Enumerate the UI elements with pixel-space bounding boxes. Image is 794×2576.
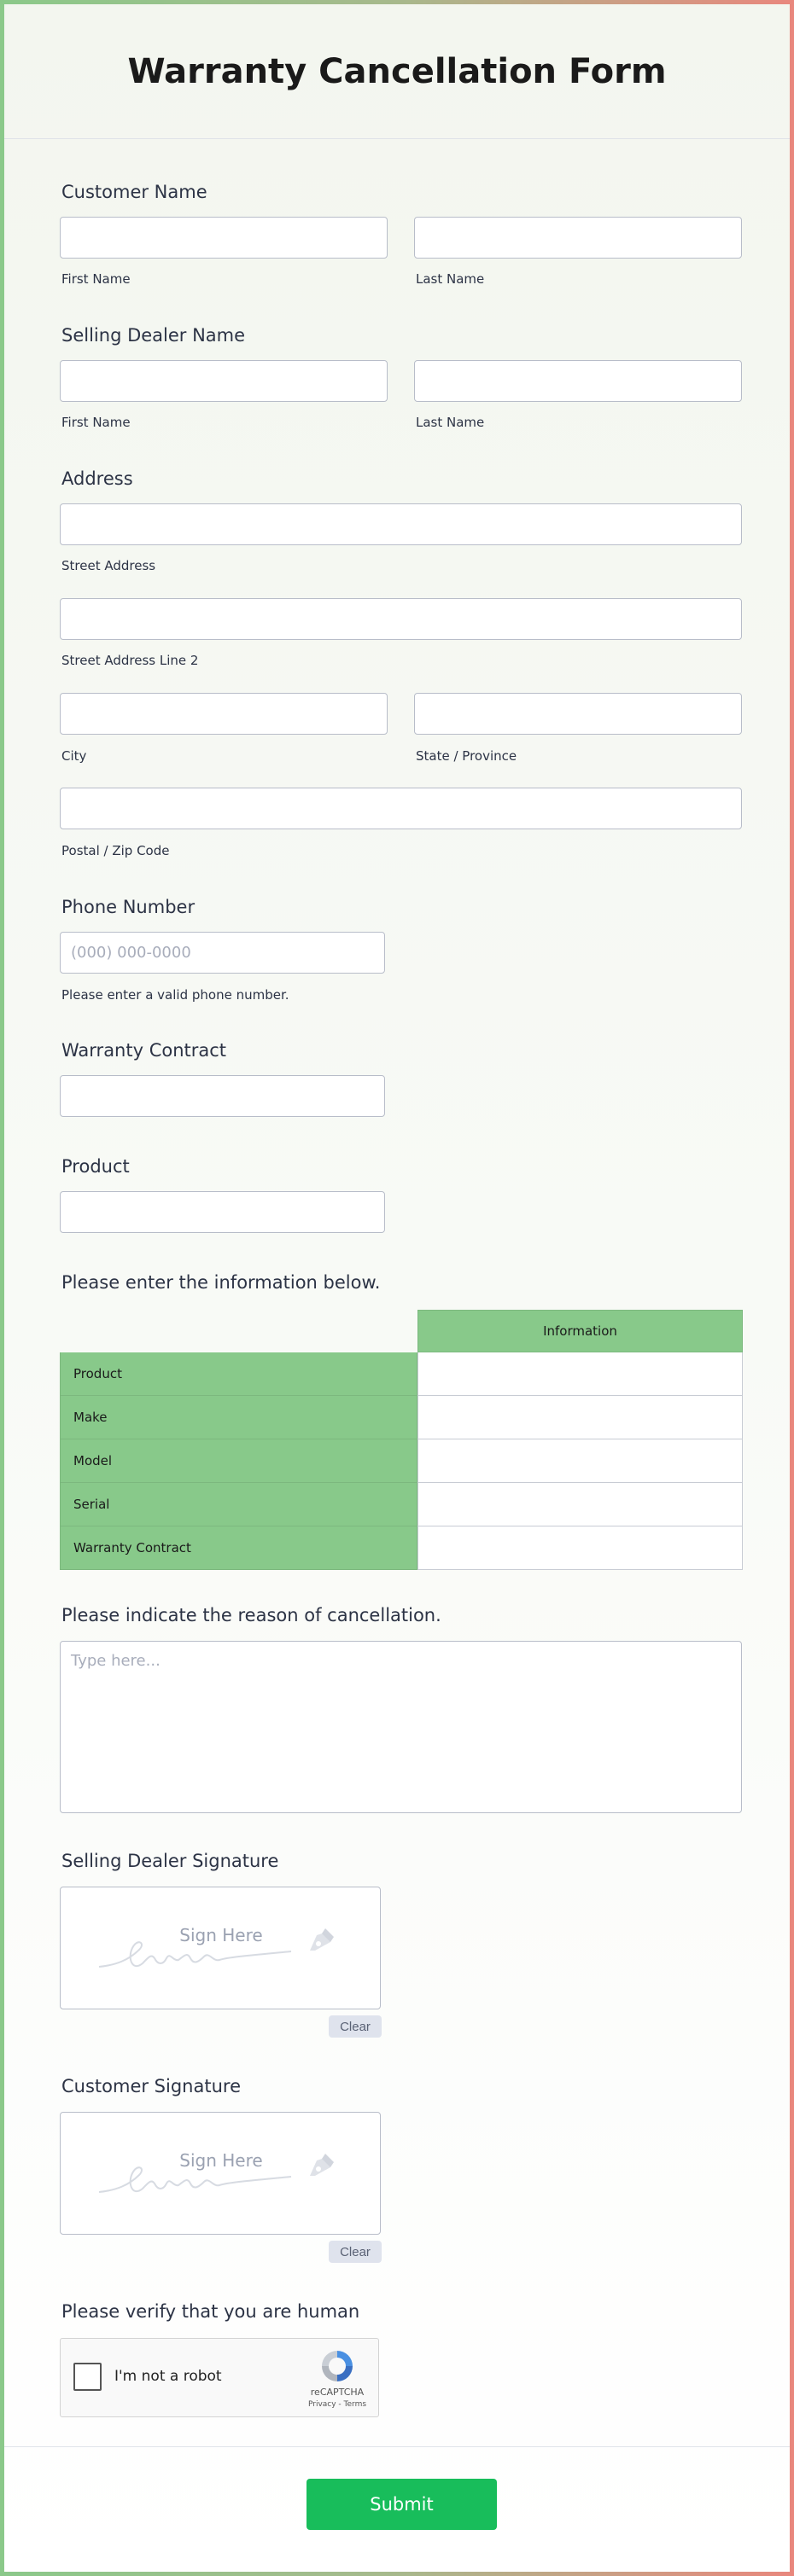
street-address-line2-sublabel: Street Address Line 2 <box>61 653 199 668</box>
recaptcha-brand: reCAPTCHA <box>310 2387 365 2398</box>
customer-signature-label: Customer Signature <box>61 2076 241 2096</box>
street-address-line2-input[interactable] <box>60 598 742 640</box>
customer-name-label: Customer Name <box>61 182 207 202</box>
dealer-signature-label: Selling Dealer Signature <box>61 1851 279 1871</box>
table-cell-input[interactable] <box>417 1396 743 1439</box>
dealer-last-name-sublabel: Last Name <box>416 415 485 430</box>
street-address-input[interactable] <box>60 503 742 545</box>
table-row <box>60 1526 743 1570</box>
warranty-contract-input[interactable] <box>60 1075 385 1117</box>
info-table-column-header: Information <box>417 1310 743 1352</box>
street-address-sublabel: Street Address <box>61 558 156 573</box>
captcha-label: Please verify that you are human <box>61 2301 360 2322</box>
city-sublabel: City <box>61 748 87 764</box>
pen-nib-icon <box>301 2147 341 2186</box>
table-row-label: Serial <box>60 1483 417 1526</box>
customer-first-name-sublabel: First Name <box>61 271 131 287</box>
dealer-signature-clear-button[interactable]: Clear <box>329 2015 382 2038</box>
table-row <box>60 1396 743 1439</box>
submit-button[interactable]: Submit <box>307 2479 497 2530</box>
form-container <box>4 4 790 2572</box>
customer-signature-pad[interactable] <box>60 2112 381 2235</box>
table-row-label: Warranty Contract <box>60 1526 417 1570</box>
table-row-label: Make <box>60 1396 417 1439</box>
table-row <box>60 1439 743 1483</box>
recaptcha-checkbox[interactable] <box>73 2363 102 2391</box>
table-row-label: Product <box>60 1352 417 1396</box>
product-label: Product <box>61 1156 130 1177</box>
dealer-first-name-sublabel: First Name <box>61 415 131 430</box>
table-cell-input[interactable] <box>417 1526 743 1570</box>
phone-input[interactable] <box>60 932 385 974</box>
address-label: Address <box>61 468 133 489</box>
form-footer-divider <box>4 2446 790 2447</box>
sign-here-text: Sign Here <box>179 2150 263 2171</box>
customer-signature-clear-button[interactable]: Clear <box>329 2241 382 2263</box>
recaptcha-checkbox-label: I'm not a robot <box>114 2368 222 2385</box>
info-table-label: Please enter the information below. <box>61 1272 381 1293</box>
table-cell-input[interactable] <box>417 1352 743 1396</box>
customer-first-name-input[interactable] <box>60 217 388 259</box>
dealer-last-name-input[interactable] <box>414 360 742 402</box>
city-input[interactable] <box>60 693 388 735</box>
phone-hint: Please enter a valid phone number. <box>61 987 289 1003</box>
recaptcha-links[interactable]: Privacy - Terms <box>307 2400 367 2409</box>
form-title: Warranty Cancellation Form <box>127 52 667 91</box>
warranty-contract-label: Warranty Contract <box>61 1040 227 1061</box>
reason-label: Please indicate the reason of cancellation. <box>61 1605 441 1625</box>
pen-nib-icon <box>301 1922 341 1961</box>
state-input[interactable] <box>414 693 742 735</box>
recaptcha-widget <box>60 2338 379 2417</box>
table-row-label: Model <box>60 1439 417 1483</box>
form-header <box>4 4 790 139</box>
postal-code-input[interactable] <box>60 788 742 829</box>
sign-here-text: Sign Here <box>179 1925 263 1945</box>
state-sublabel: State / Province <box>416 748 517 764</box>
table-row <box>60 1352 743 1396</box>
table-cell-input[interactable] <box>417 1439 743 1483</box>
recaptcha-logo-icon <box>318 2347 356 2385</box>
table-row <box>60 1483 743 1526</box>
dealer-signature-pad[interactable] <box>60 1887 381 2009</box>
customer-last-name-sublabel: Last Name <box>416 271 485 287</box>
dealer-first-name-input[interactable] <box>60 360 388 402</box>
dealer-name-label: Selling Dealer Name <box>61 325 246 346</box>
postal-code-sublabel: Postal / Zip Code <box>61 843 170 858</box>
reason-textarea[interactable] <box>60 1641 742 1813</box>
product-input[interactable] <box>60 1191 385 1233</box>
customer-last-name-input[interactable] <box>414 217 742 259</box>
phone-label: Phone Number <box>61 897 196 917</box>
table-cell-input[interactable] <box>417 1483 743 1526</box>
